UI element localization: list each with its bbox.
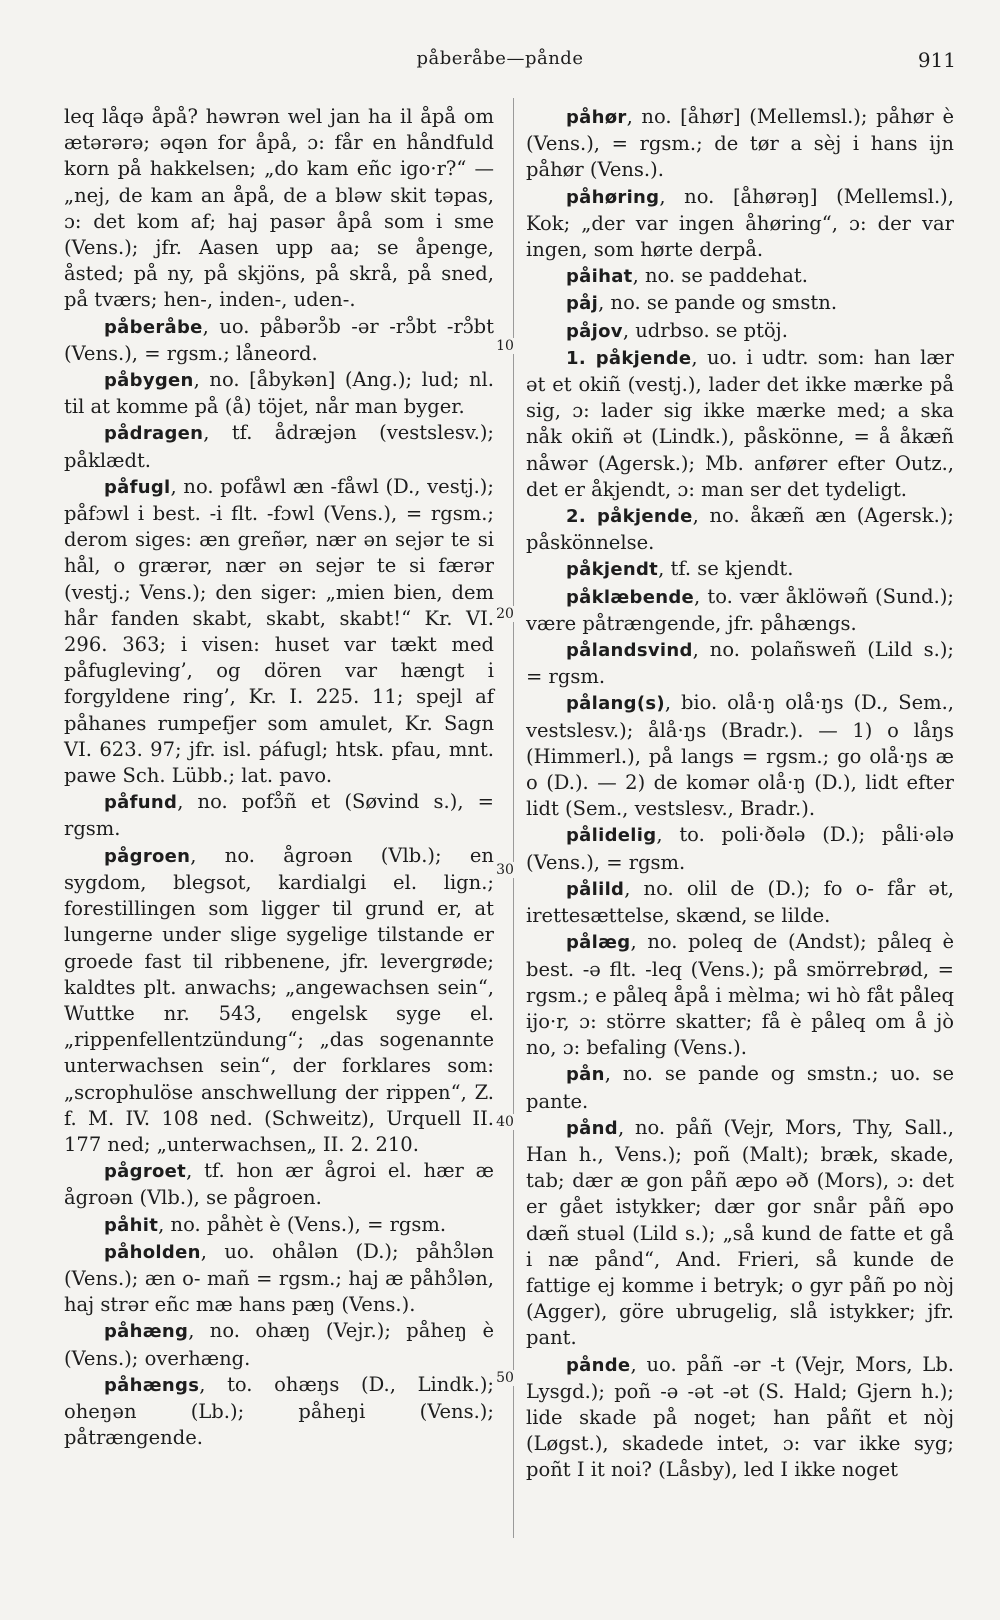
entry-text: , no. polañsweñ (Lild s.); = rgsm. bbox=[526, 638, 954, 689]
entry-text: leq låqə åpå? həwrən wel jan ha il åpå om ætərərə; əqən for åpå, ɔ: får en håndfuld korn på hakkelsen; „do kam eñc igo·r?“ — „nej, de kam an åpå, de a bləw skit təpas, ɔ: det kom af; haj pasər åpå som i sme (Vens.); jfr. Aasen upp aa; se åpenge, åsted; på ny, på skjöns, på skrå, på sned, på tværs; hen-, inden-, uden-. bbox=[64, 105, 494, 312]
dictionary-entry bbox=[64, 843, 494, 1158]
headword: 1. påkjende bbox=[566, 347, 692, 369]
entry-text: , to. ohæŋs (D., Lindk.); oheŋən (Lb.); påheŋi (Vens.); påtrængende. bbox=[64, 1372, 494, 1450]
page-number: 911 bbox=[917, 48, 956, 72]
dictionary-entry bbox=[526, 584, 954, 637]
entry-text: , no. se paddehat. bbox=[632, 264, 808, 288]
headword: påj bbox=[566, 293, 599, 315]
page-header bbox=[0, 48, 1000, 78]
dictionary-entry bbox=[526, 104, 954, 184]
dictionary-entry bbox=[64, 1212, 494, 1239]
headword: påkjendt bbox=[566, 559, 659, 581]
entry-text: , tf. hon ær ågroi el. hær æ ågroən (Vlb.), se pågroen. bbox=[64, 1159, 494, 1210]
headword: pågroet bbox=[104, 1161, 187, 1183]
line-number: 10 bbox=[494, 338, 516, 354]
entry-text: , no. åkæñ æn (Agersk.); påskönnelse. bbox=[526, 504, 954, 555]
running-title: påberåbe—pånde bbox=[416, 48, 584, 69]
headword: pådragen bbox=[104, 423, 204, 445]
dictionary-entry bbox=[64, 314, 494, 367]
dictionary-entry bbox=[526, 1061, 954, 1114]
headword: påbygen bbox=[104, 370, 194, 392]
headword: 2. påkjende bbox=[566, 506, 693, 528]
entry-text: , tf. ådræjən (vestslesv.); påklædt. bbox=[64, 421, 494, 472]
dictionary-entry bbox=[64, 367, 494, 420]
headword: påhit bbox=[104, 1214, 159, 1236]
headword: påholden bbox=[104, 1241, 201, 1263]
headword: pån bbox=[566, 1064, 605, 1086]
entry-text: , bio. olå·ŋ olå·ŋs (D., Sem., vestslesv.); ålå·ŋs (Bradr.). — 1) o låŋs (Himmerl.), på langs = rgsm.; go olå·ŋs æ o (D.). — 2) de komər olå·ŋ (D.), lidt efter lidt (Sem., vestslesv., Bradr.). bbox=[526, 691, 954, 821]
line-number: 50 bbox=[494, 1370, 516, 1386]
headword: påhør bbox=[566, 107, 627, 128]
entry-text: , no. ohæŋ (Vejr.); påheŋ è (Vens.); overhæng. bbox=[64, 1319, 494, 1370]
headword: påhøring bbox=[566, 186, 660, 208]
entry-text: , no. olil de (D.); fo o- får ət, irettesættelse, skænd, se lilde. bbox=[526, 876, 954, 928]
dictionary-entry bbox=[526, 876, 954, 929]
entry-text: , no. [åhør] (Mellemsl.); påhør è (Vens.), = rgsm.; de tør a sèj i hans ijn påhør (Vens.). bbox=[526, 105, 954, 182]
headword: pålidelig bbox=[566, 825, 657, 847]
dictionary-entry bbox=[526, 503, 954, 556]
headword: påjov bbox=[566, 320, 623, 342]
entry-text: , no. [åbykən] (Ang.); lud; nl. til at komme på (å) töjet, når man byger. bbox=[64, 368, 494, 419]
line-number: 20 bbox=[494, 606, 516, 622]
headword: pålang(s) bbox=[566, 693, 665, 715]
dictionary-entry bbox=[64, 1372, 494, 1452]
dictionary-entry bbox=[526, 1352, 954, 1484]
headword: pånd bbox=[566, 1117, 618, 1139]
dictionary-entry bbox=[526, 263, 954, 290]
headword: pånde bbox=[566, 1354, 631, 1376]
line-number: 30 bbox=[494, 862, 516, 878]
headword: påfund bbox=[104, 792, 178, 814]
entry-text: , no. påhèt è (Vens.), = rgsm. bbox=[158, 1212, 447, 1236]
entry-text: , no. pofåwl æn -fåwl (D., vestj.); påfɔwl i best. -i flt. -fɔwl (Vens.), = rgsm.; derom siges: æn greñər, nær ən sejər te si hål, o grærər, nær ən sejər te si færər (vestj.; Vens.); den siger: „mien bien, dem hår fanden skabt, skabt, skabt!“ Kr. VI. 296. 363; i visen: huset var tækt med påfugleving’, og dören var hængt i forgyldene ring’, Kr. I. 225. 11; spejl af påhanes rumpefjer som amulet, Kr. Sagn VI. 623. 97; jfr. isl. páfugl; htsk. pfau, mnt. pawe Sch. Lübb.; lat. pavo. bbox=[64, 474, 494, 788]
dictionary-entry bbox=[64, 420, 494, 473]
dictionary-entry bbox=[526, 822, 954, 875]
entry-text: , uo. påñ -ər -t (Vejr, Mors, Lb. Lysgd.); poñ -ə -ət -ət (S. Hald; Gjern h.); lide skade på noget; han påñt et nòj (Løgst.), skadede intet, ɔ: var ikke syg; poñt I it noi? (Låsby), led I ikke noget bbox=[526, 1352, 954, 1482]
entry-text: , udrbso. se ptöj. bbox=[622, 318, 788, 342]
headword: påklæbende bbox=[566, 586, 695, 608]
dictionary-entry bbox=[526, 184, 954, 264]
headword: påfugl bbox=[104, 476, 171, 498]
headword: pålandsvind bbox=[566, 640, 693, 662]
dictionary-entry bbox=[526, 345, 954, 503]
dictionary-entry bbox=[526, 929, 954, 1061]
left-column bbox=[64, 104, 494, 1451]
dictionary-entry bbox=[64, 1158, 494, 1211]
column-divider bbox=[513, 98, 514, 1538]
entry-text: , no. ågroən (Vlb.); en sygdom, blegsot, kardialgi el. lign.; forestillingen som ligger til grund er, at lungerne under slige sygelige tilstande er groede fast til ribbenene, jfr. levergrøde; kaldtes plt. anwachs; „angewachsen sein“, Wuttke nr. 543, engelsk syge el. „rippenfellentzündung“; „das sogenannte unterwachsen sein“, der forklares som: „scrophulöse anschwellung der rippen“, Z. f. M. IV. 108 ned. (Schweitz), Urquell II. 177 ned; „unterwachsen„ II. 2. 210. bbox=[64, 843, 494, 1156]
entry-text: , uo. påbərɔ̊b -ər -rɔ̊bt -rɔ̊bt (Vens.), = rgsm.; låneord. bbox=[64, 314, 494, 365]
dictionary-entry bbox=[526, 637, 954, 690]
right-column bbox=[526, 104, 954, 1484]
dictionary-entry bbox=[64, 1239, 494, 1319]
entry-text: , to. poli·ðələ (D.); påli·ələ (Vens.), = rgsm. bbox=[526, 823, 954, 874]
dictionary-entry bbox=[526, 690, 954, 822]
entry-text: , no. påñ (Vejr, Mors, Thy, Sall., Han h., Vens.); poñ (Malt); bræk, skade, tab; dær æ gon påñ æpo əð (Mors), ɔ: det er gået istykker; dær gor snår påñ əpo dæñ stuəl (Lild s.); „så kund de fatte et gå i næ pånd“, And. Frieri, så kunde de fattige ej komme i betryk; o gyr påñ po nòj (Agger), göre ubrugelig, slå istykker; jfr. pant. bbox=[526, 1115, 954, 1350]
dictionary-entry bbox=[64, 1318, 494, 1371]
dictionary-entry bbox=[64, 789, 494, 842]
entry-text: , no. se pande og smstn.; uo. se pante. bbox=[526, 1062, 954, 1113]
line-number: 40 bbox=[494, 1114, 516, 1130]
headword: pålild bbox=[566, 878, 625, 900]
dictionary-entry bbox=[526, 1115, 954, 1352]
entry-text: , no. [åhørəŋ] (Mellemsl.), Kok; „der var ingen åhøring“, ɔ: der var ingen, som hørte derpå. bbox=[526, 184, 954, 262]
dictionary-entry bbox=[64, 474, 494, 789]
headword: påhæng bbox=[104, 1321, 189, 1343]
entry-text: , no. pofɔ̊ñ et (Søvind s.), = rgsm. bbox=[64, 790, 494, 841]
headword: påihat bbox=[566, 266, 633, 288]
headword: pågroen bbox=[104, 845, 191, 867]
dictionary-entry bbox=[526, 318, 954, 345]
entry-text: , uo. ohålən (D.); påhɔ̊lən (Vens.); æn o- mañ = rgsm.; haj æ påhɔ̊lən, haj strər eñc mæ hans pæŋ (Vens.). bbox=[64, 1239, 494, 1317]
entry-text: , to. vær åklöwəñ (Sund.); være påtrængende, jfr. påhængs. bbox=[526, 584, 954, 635]
entry-text: , uo. i udtr. som: han lær ət et okiñ (vestj.), lader det ikke mærke på sig, ɔ: lader sig ikke mærke med; a ska nåk okiñ ət (Lindk.), påskönne, = å åkæñ nåwər (Agersk.); Mb. anfører efter Outz., det er åkjendt, ɔ: man ser det tydeligt. bbox=[526, 345, 954, 501]
dictionary-entry bbox=[526, 290, 954, 317]
dictionary-entry bbox=[64, 104, 494, 314]
entry-text: , no. se pande og smstn. bbox=[598, 291, 838, 315]
entry-text: , no. poleq de (Andst); påleq è best. -ə flt. -leq (Vens.); på smörrebrød, = rgsm.; e påleq åpå i mèlma; wi hò fåt påleq ijo·r, ɔ: större skatter; få è påleq om å jò no, ɔ: befaling (Vens.). bbox=[526, 930, 954, 1060]
entry-text: , tf. se kjendt. bbox=[658, 557, 794, 581]
headword: påberåbe bbox=[104, 316, 203, 338]
headword: påhængs bbox=[104, 1374, 200, 1396]
dictionary-entry bbox=[526, 556, 954, 583]
headword: pålæg bbox=[566, 932, 631, 954]
